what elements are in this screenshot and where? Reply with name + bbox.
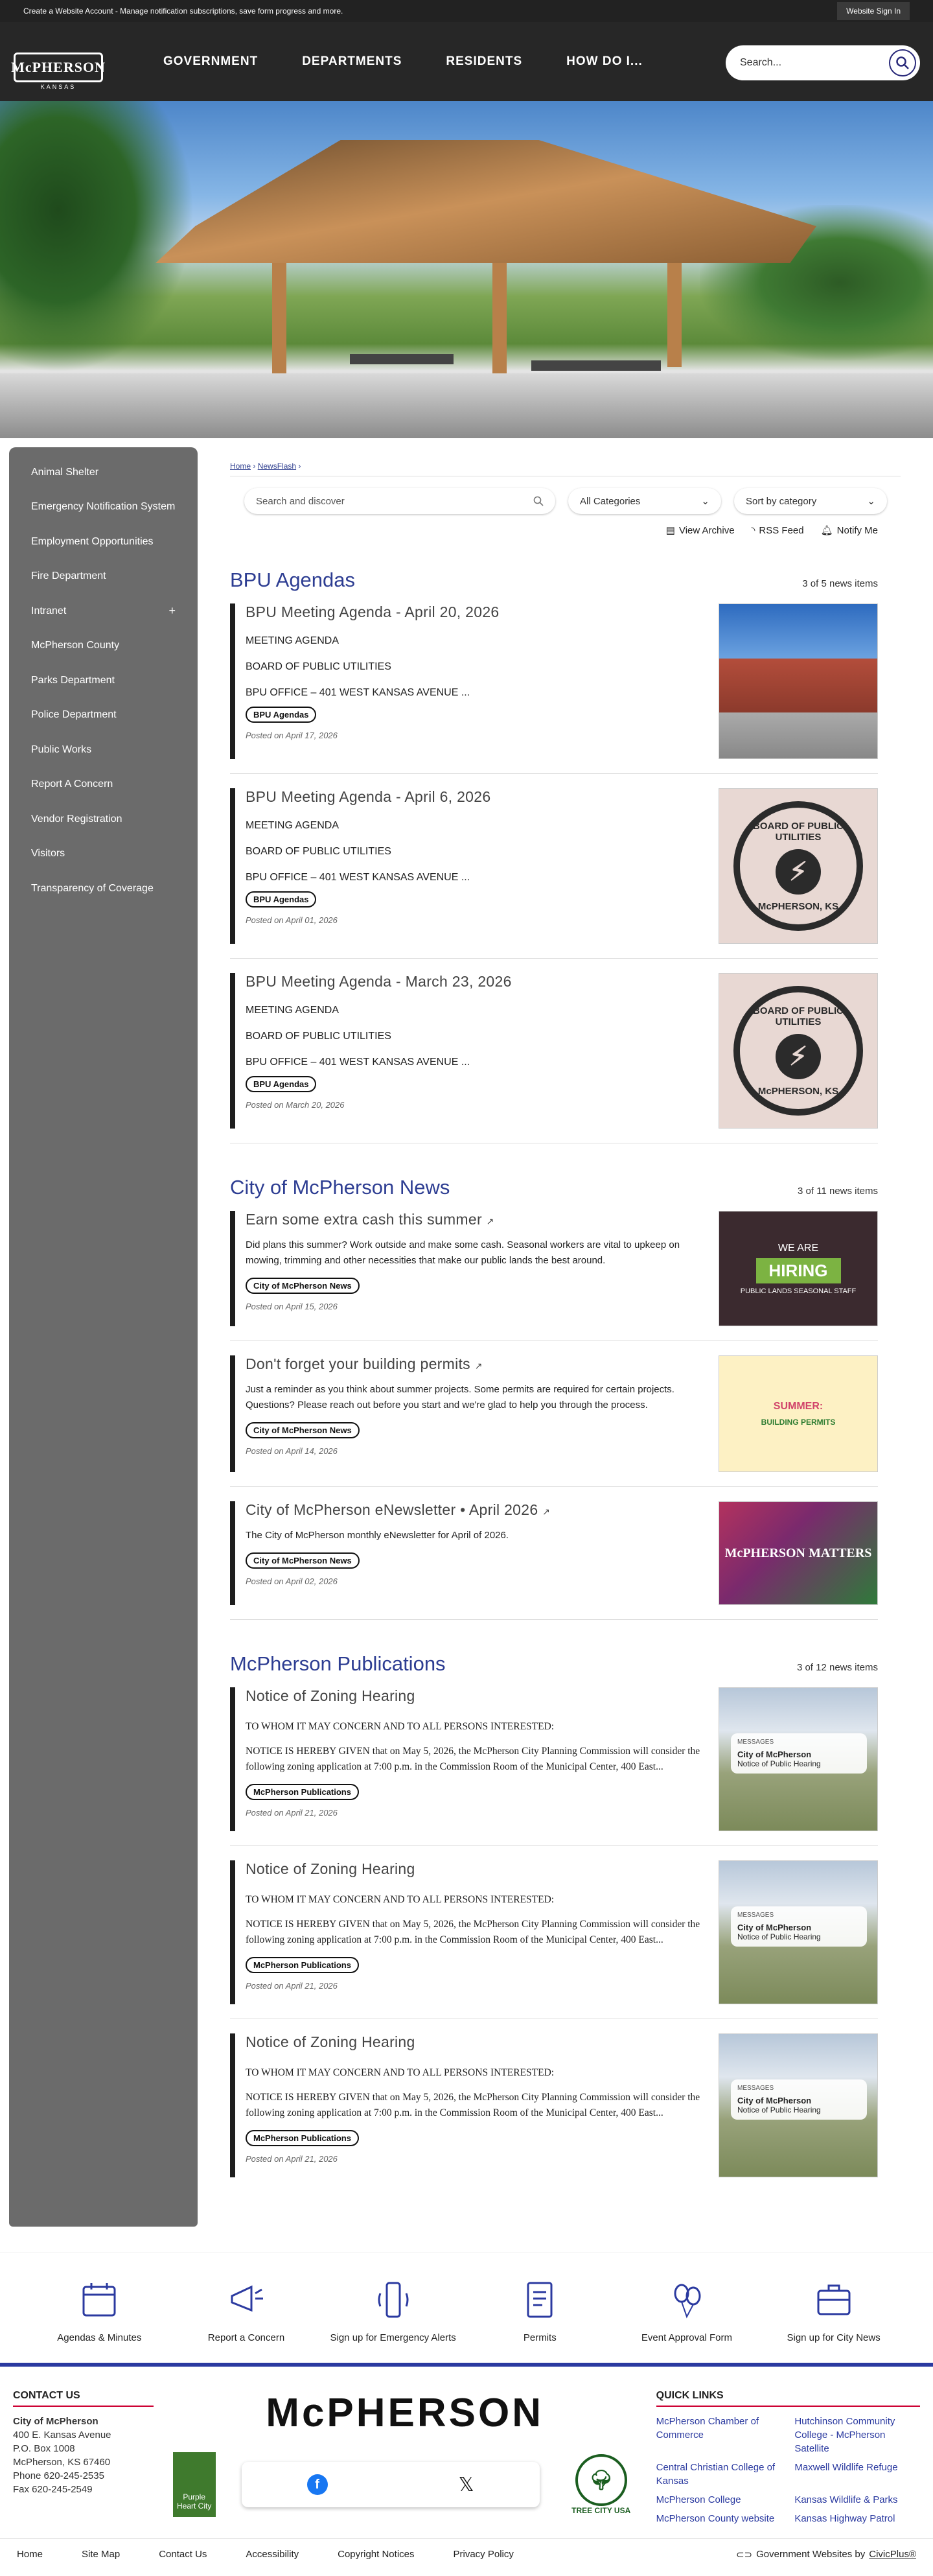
posted-date: Posted on March 20, 2026: [246, 1100, 345, 1110]
section-count: 3 of 11 news items: [798, 1186, 878, 1197]
breadcrumb: [230, 462, 901, 476]
message-notification-card: [731, 2079, 867, 2120]
hiring-banner: HIRING: [756, 1258, 841, 1283]
news-item-line: BPU OFFICE – 401 WEST KANSAS AVENUE ...: [246, 872, 470, 883]
news-item-title[interactable]: Notice of Zoning Hearing: [246, 1687, 415, 1704]
news-item-body: [230, 973, 703, 1129]
category-tag[interactable]: City of McPherson News: [246, 1552, 360, 1569]
sidebar-menu: [9, 447, 198, 2227]
footer-link-home[interactable]: Home: [17, 2549, 43, 2560]
site-search-input[interactable]: [726, 45, 920, 80]
news-content: [198, 447, 924, 2227]
news-item-line: BOARD OF PUBLIC UTILITIES: [246, 1031, 391, 1042]
sidebar-item-employment[interactable]: [9, 524, 198, 559]
messages-label: MESSAGES: [737, 1912, 774, 1919]
rss-feed-link[interactable]: [752, 524, 804, 536]
news-item-title[interactable]: [246, 1501, 703, 1519]
sidebar-item-label: Police Department: [31, 709, 117, 721]
news-item-line: TO WHOM IT MAY CONCERN AND TO ALL PERSONS INTERESTED:: [246, 1894, 555, 1905]
seal-top-text: BOARD OF PUBLIC UTILITIES: [753, 1005, 844, 1027]
rss-icon: ◝: [751, 525, 755, 536]
news-item: [230, 1211, 878, 1341]
hearing-thumbnail[interactable]: [719, 1860, 878, 2004]
bpu-seal-thumbnail[interactable]: [719, 788, 878, 944]
news-item-description: Did plans this summer? Work outside and make some cash. Seasonal workers are vital to upkeep on mowing, trimming and other necessities that make our public lands the best around.: [246, 1239, 680, 1266]
news-item-body: [230, 1501, 703, 1605]
news-item: [230, 603, 878, 774]
posted-date: Posted on April 15, 2026: [246, 1302, 338, 1311]
section-header: [230, 1176, 878, 1211]
news-item: [230, 1501, 878, 1620]
messages-label: MESSAGES: [737, 2085, 774, 2092]
summer-title: SUMMER:: [773, 1401, 824, 1412]
news-search-input[interactable]: [244, 488, 555, 514]
message-notification-card: [731, 1906, 867, 1947]
news-item-description: The City of McPherson monthly eNewsletter for April of 2026.: [246, 1530, 509, 1541]
search-icon: [533, 496, 544, 506]
hero-trees-left: [0, 101, 194, 373]
hearing-thumbnail[interactable]: [719, 1687, 878, 1831]
category-tag[interactable]: BPU Agendas: [246, 1076, 316, 1092]
news-item-description: NOTICE IS HEREBY GIVEN that on May 5, 2026, the McPherson City Planning Commission will consider the following zoning application at 7:00 p.m. in the Commission Room of the Municipal Center, 400 East...: [246, 1746, 700, 1772]
category-tag[interactable]: City of McPherson News: [246, 1278, 360, 1294]
seal-bottom-text: McPHERSON, KS: [757, 1085, 839, 1097]
social-row: [173, 2449, 637, 2520]
message-text: Notice of Public Hearing: [737, 2105, 821, 2114]
footer-link-site-map[interactable]: Site Map: [82, 2549, 121, 2560]
posted-date: Posted on April 21, 2026: [246, 1981, 338, 1991]
category-tag[interactable]: McPherson Publications: [246, 2130, 359, 2146]
logo-subtitle: KANSAS: [40, 84, 76, 90]
hero-picnic-table: [350, 354, 454, 364]
mcpherson-logo[interactable]: [12, 26, 105, 97]
news-item: [230, 788, 878, 959]
website-sign-in-button[interactable]: Website Sign In: [837, 2, 910, 20]
quick-link[interactable]: McPherson Chamber of Commerce: [656, 2416, 759, 2441]
messages-label: MESSAGES: [737, 1739, 774, 1746]
category-tag[interactable]: City of McPherson News: [246, 1422, 360, 1438]
category-tag[interactable]: McPherson Publications: [246, 1957, 359, 1973]
posted-date: Posted on April 21, 2026: [246, 2154, 338, 2164]
quick-link-label: Report a Concern: [207, 2332, 285, 2343]
sidebar-item-label: Employment Opportunities: [31, 535, 154, 547]
rss-feed-label: RSS Feed: [759, 524, 804, 536]
sidebar-item-label: Intranet: [31, 605, 67, 616]
quick-link[interactable]: Maxwell Wildlife Refuge: [794, 2462, 898, 2473]
footer-link-accessibility[interactable]: Accessibility: [246, 2549, 299, 2560]
posted-date: Posted on April 14, 2026: [246, 1446, 338, 1456]
civicplus-icon: ⊂⊃: [735, 2549, 753, 2560]
hero-pavilion-roof: [156, 140, 816, 263]
news-item-title-text: Don't forget your building permits: [246, 1355, 470, 1372]
section-count: 3 of 12 news items: [796, 1662, 878, 1673]
seal-top-text: BOARD OF PUBLIC UTILITIES: [753, 820, 844, 843]
breadcrumb-home[interactable]: Home: [230, 462, 251, 471]
quick-links-strip: [0, 2253, 933, 2363]
news-search-placeholder: Search and discover: [256, 495, 345, 507]
calendar-icon: [78, 2279, 120, 2321]
news-item: [230, 1687, 878, 1846]
news-section-publications: [230, 1652, 878, 2192]
message-text: Notice of Public Hearing: [737, 1932, 821, 1941]
contact-line: P.O. Box 1008: [13, 2443, 75, 2454]
sidebar-item-label: Vendor Registration: [31, 813, 122, 825]
contact-heading: CONTACT US: [13, 2390, 154, 2407]
news-item: [230, 1355, 878, 1487]
logo-wordmark: McPHERSON: [14, 53, 103, 82]
sidebar-item-public-works[interactable]: [9, 732, 198, 767]
quick-link-agendas[interactable]: [34, 2279, 164, 2343]
footer-logo[interactable]: McPHERSON: [266, 2391, 544, 2435]
news-item: [230, 973, 878, 1143]
news-item-body: [230, 788, 703, 944]
lightning-bolt-icon: ⚡︎: [776, 1034, 821, 1079]
section-count: 3 of 5 news items: [802, 578, 878, 589]
news-item-line: BOARD OF PUBLIC UTILITIES: [246, 846, 391, 857]
quick-links-heading: QUICK LINKS: [656, 2390, 920, 2407]
category-tag[interactable]: BPU Agendas: [246, 891, 316, 907]
news-item-line: BPU OFFICE – 401 WEST KANSAS AVENUE ...: [246, 1057, 470, 1068]
hero-post: [492, 263, 507, 386]
news-item-body: [230, 1860, 703, 2004]
bpu-seal: [733, 986, 863, 1116]
news-item-body: [230, 603, 703, 759]
contact-line[interactable]: Phone 620-245-2535: [13, 2470, 104, 2481]
tree-icon: 🌳︎: [575, 2454, 627, 2506]
news-section-city-news: [230, 1176, 878, 1620]
notify-me-label: Notify Me: [836, 524, 878, 536]
sidebar-item-label: Parks Department: [31, 674, 115, 686]
bottom-bar: [0, 2538, 933, 2570]
breadcrumb-separator: ›: [253, 462, 256, 471]
contact-line: McPherson, KS 67460: [13, 2457, 111, 2468]
powered-by: [736, 2549, 916, 2560]
posted-date: Posted on April 01, 2026: [246, 915, 338, 925]
quick-link-label: Sign up for City News: [787, 2332, 881, 2343]
contact-line: Fax 620-245-2549: [13, 2484, 93, 2495]
quick-link-label: Permits: [523, 2332, 557, 2343]
sidebar-item-report-a-concern[interactable]: [9, 767, 198, 802]
news-item-title[interactable]: [246, 1211, 703, 1228]
news-item-title[interactable]: BPU Meeting Agenda - April 6, 2026: [246, 788, 491, 805]
notify-me-link[interactable]: [821, 524, 878, 536]
chevron-down-icon: ⌄: [867, 496, 875, 507]
site-footer: [0, 2367, 933, 2538]
quick-link[interactable]: Kansas Wildlife & Parks: [794, 2494, 898, 2505]
sidebar-item-transparency[interactable]: [9, 871, 198, 906]
news-item-title[interactable]: Notice of Zoning Hearing: [246, 2033, 415, 2050]
section-header: [230, 568, 878, 603]
hiring-thumbnail[interactable]: [719, 1211, 878, 1326]
megaphone-icon: [225, 2279, 267, 2321]
news-item-line: BPU OFFICE – 401 WEST KANSAS AVENUE ...: [246, 687, 470, 698]
bpu-seal: [733, 801, 863, 931]
site-header: [0, 22, 933, 101]
search-button[interactable]: [889, 49, 916, 76]
quick-links-grid: [656, 2415, 920, 2525]
quick-link-emergency-alerts[interactable]: [328, 2279, 458, 2343]
sidebar-item-fire-department[interactable]: [9, 559, 198, 594]
news-item-title[interactable]: Notice of Zoning Hearing: [246, 1860, 415, 1877]
expand-plus-icon[interactable]: +: [168, 604, 176, 618]
breadcrumb-newsflash[interactable]: NewsFlash: [257, 462, 297, 471]
account-message[interactable]: Create a Website Account - Manage notification subscriptions, save form progress and more.: [23, 6, 343, 16]
section-title[interactable]: McPherson Publications: [230, 1652, 446, 1675]
footer-branding: [173, 2390, 637, 2525]
sidebar-item-animal-shelter[interactable]: [9, 455, 198, 490]
external-link-icon: ↗: [486, 1216, 494, 1226]
balloons-icon: [666, 2279, 708, 2321]
sidebar-item-label: Emergency Notification System: [31, 501, 176, 513]
news-item-line: MEETING AGENDA: [246, 1005, 340, 1016]
sidebar-item-vendor-registration[interactable]: [9, 802, 198, 837]
contact-line: 400 E. Kansas Avenue: [13, 2430, 111, 2441]
main-area: [0, 438, 933, 2253]
bpu-seal-thumbnail[interactable]: [719, 973, 878, 1129]
news-item-title[interactable]: BPU Meeting Agenda - March 23, 2026: [246, 973, 512, 990]
contact-line: City of McPherson: [13, 2416, 98, 2427]
tree-city-label: TREE CITY USA: [571, 2506, 631, 2515]
news-item-body: [230, 1355, 703, 1472]
hero-post: [272, 263, 286, 380]
section-title[interactable]: City of McPherson News: [230, 1176, 450, 1199]
sidebar-item-label: Visitors: [31, 848, 65, 860]
news-item-line: TO WHOM IT MAY CONCERN AND TO ALL PERSONS INTERESTED:: [246, 2067, 555, 2078]
external-link-icon: ↗: [474, 1361, 483, 1371]
hero-pavement: [0, 373, 933, 438]
external-link-icon: ↗: [542, 1506, 551, 1517]
social-links: [242, 2462, 540, 2507]
news-item-line: MEETING AGENDA: [246, 820, 340, 831]
matters-title: McPHERSON MATTERS: [724, 1545, 872, 1560]
footer-link-contact-us[interactable]: Contact Us: [159, 2549, 207, 2560]
news-actions: [230, 524, 878, 536]
hearing-thumbnail[interactable]: [719, 2033, 878, 2177]
category-select[interactable]: [568, 488, 721, 514]
sidebar-item-label: Report A Concern: [31, 779, 113, 790]
hero-picnic-table: [531, 360, 661, 371]
bell-icon: 🔔︎: [820, 525, 833, 536]
nav-government[interactable]: GOVERNMENT: [163, 54, 259, 68]
quick-link-permits[interactable]: [475, 2279, 605, 2343]
message-sender: City of McPherson: [737, 2096, 812, 2105]
contact-us: [13, 2390, 154, 2525]
sidebar-item-emergency-notification[interactable]: [9, 490, 198, 525]
category-select-value: All Categories: [580, 495, 641, 507]
chevron-down-icon: ⌄: [701, 496, 709, 507]
quick-links: [656, 2390, 920, 2525]
section-title[interactable]: BPU Agendas: [230, 568, 356, 591]
message-notification-card: [731, 1733, 867, 1774]
summer-permits-thumbnail[interactable]: [719, 1355, 878, 1472]
civicplus-link[interactable]: CivicPlus®: [869, 2549, 916, 2560]
news-item-title-text: Earn some extra cash this summer: [246, 1211, 482, 1228]
facebook-icon[interactable]: f: [307, 2474, 328, 2495]
news-item-body: [230, 1687, 703, 1831]
hiring-subtitle: PUBLIC LANDS SEASONAL STAFF: [740, 1287, 857, 1295]
news-item-description: Just a reminder as you think about summer projects. Some permits are required for certain projects. Questions? Please reach out before you start and we're glad to help you through the process.: [246, 1384, 674, 1411]
news-item-description: NOTICE IS HEREBY GIVEN that on May 5, 2026, the McPherson City Planning Commission will consider the following zoning application at 7:00 p.m. in the Commission Room of the Municipal Center, 400 East...: [246, 1919, 700, 1945]
news-item-line: BOARD OF PUBLIC UTILITIES: [246, 661, 391, 672]
search-icon: [895, 56, 910, 70]
summer-subtitle: BUILDING PERMITS: [761, 1418, 836, 1427]
footer-link-copyright[interactable]: Copyright Notices: [338, 2549, 415, 2560]
news-item-line: TO WHOM IT MAY CONCERN AND TO ALL PERSONS INTERESTED:: [246, 1721, 555, 1732]
news-item-title-text: City of McPherson eNewsletter • April 2026: [246, 1501, 538, 1518]
sidebar-item-label: Transparency of Coverage: [31, 882, 154, 894]
bpu-building-thumbnail[interactable]: [719, 603, 878, 759]
hiring-we-are: WE ARE: [778, 1242, 819, 1254]
nav-departments[interactable]: DEPARTMENTS: [302, 54, 402, 68]
sidebar-item-label: McPherson County: [31, 640, 120, 651]
quick-link-event-approval[interactable]: [622, 2279, 752, 2343]
phone-alert-icon: [373, 2279, 414, 2321]
seal-bottom-text: McPHERSON, KS: [757, 900, 839, 912]
sidebar-item-label: Animal Shelter: [31, 466, 99, 478]
sidebar-item-label: Fire Department: [31, 570, 106, 582]
posted-date: Posted on April 02, 2026: [246, 1576, 338, 1586]
sidebar-item-label: Public Works: [31, 744, 92, 755]
news-section-bpu-agendas: [230, 568, 878, 1143]
quick-link-label: Agendas & Minutes: [57, 2332, 142, 2343]
x-twitter-icon[interactable]: 𝕏: [458, 2474, 474, 2496]
sort-select-value: Sort by category: [746, 495, 817, 507]
breadcrumb-separator: ›: [298, 462, 301, 471]
news-item-title[interactable]: BPU Meeting Agenda - April 20, 2026: [246, 603, 500, 620]
view-archive-link[interactable]: [666, 524, 735, 536]
site-search-placeholder: Search...: [740, 57, 782, 68]
archive-icon: ▤: [665, 525, 675, 536]
posted-date: Posted on April 21, 2026: [246, 1808, 338, 1818]
nav-residents[interactable]: RESIDENTS: [446, 54, 523, 68]
message-text: Notice of Public Hearing: [737, 1759, 821, 1768]
news-item-description: NOTICE IS HEREBY GIVEN that on May 5, 2026, the McPherson City Planning Commission will consider the following zoning application at 7:00 p.m. in the Commission Room of the Municipal Center, 400 East...: [246, 2092, 700, 2118]
quick-link[interactable]: McPherson College: [656, 2494, 741, 2505]
posted-date: Posted on April 17, 2026: [246, 731, 338, 740]
powered-prefix: Government Websites by: [756, 2549, 866, 2560]
utility-bar: [0, 0, 933, 22]
sidebar-item-police-department[interactable]: [9, 698, 198, 733]
purple-heart-label: Purple Heart City: [177, 2492, 212, 2511]
nav-how-do-i[interactable]: HOW DO I...: [566, 54, 643, 68]
news-item-body: [230, 2033, 703, 2177]
news-item-body: [230, 1211, 703, 1326]
lightning-bolt-icon: ⚡︎: [776, 849, 821, 895]
quick-link-label: Sign up for Emergency Alerts: [330, 2332, 456, 2343]
section-header: [230, 1652, 878, 1687]
briefcase-icon: [813, 2279, 855, 2321]
quick-link[interactable]: McPherson County website: [656, 2513, 775, 2524]
hero-post: [667, 263, 682, 367]
message-sender: City of McPherson: [737, 1750, 812, 1759]
quick-link[interactable]: Hutchinson Community College - McPherson Satellite: [794, 2416, 895, 2454]
category-tag[interactable]: McPherson Publications: [246, 1784, 359, 1800]
hero-image-pavilion: [0, 101, 933, 438]
quick-link-report-concern[interactable]: [181, 2279, 311, 2343]
document-icon: [519, 2279, 560, 2321]
news-filters: [230, 488, 901, 514]
quick-link[interactable]: Central Christian College of Kansas: [656, 2462, 776, 2487]
message-sender: City of McPherson: [737, 1923, 812, 1932]
category-tag[interactable]: BPU Agendas: [246, 707, 316, 723]
news-item: [230, 2033, 878, 2192]
news-item: [230, 1860, 878, 2019]
sidebar-item-visitors[interactable]: [9, 837, 198, 872]
quick-link-label: Event Approval Form: [641, 2332, 732, 2343]
sidebar-item-mcpherson-county[interactable]: [9, 629, 198, 664]
news-item-title[interactable]: [246, 1355, 703, 1373]
sidebar-item-intranet[interactable]: [9, 594, 198, 629]
footer-link-privacy[interactable]: Privacy Policy: [453, 2549, 514, 2560]
purple-heart-city-badge[interactable]: [173, 2452, 216, 2517]
quick-link-city-news[interactable]: [769, 2279, 899, 2343]
quick-link[interactable]: Kansas Highway Patrol: [794, 2513, 895, 2524]
tree-city-usa-badge[interactable]: [566, 2449, 637, 2520]
main-nav: [141, 54, 665, 69]
sort-select[interactable]: [734, 488, 887, 514]
news-item-line: MEETING AGENDA: [246, 635, 340, 646]
mcpherson-matters-thumbnail[interactable]: [719, 1501, 878, 1605]
view-archive-label: View Archive: [678, 524, 735, 536]
sidebar-item-parks-department[interactable]: [9, 663, 198, 698]
